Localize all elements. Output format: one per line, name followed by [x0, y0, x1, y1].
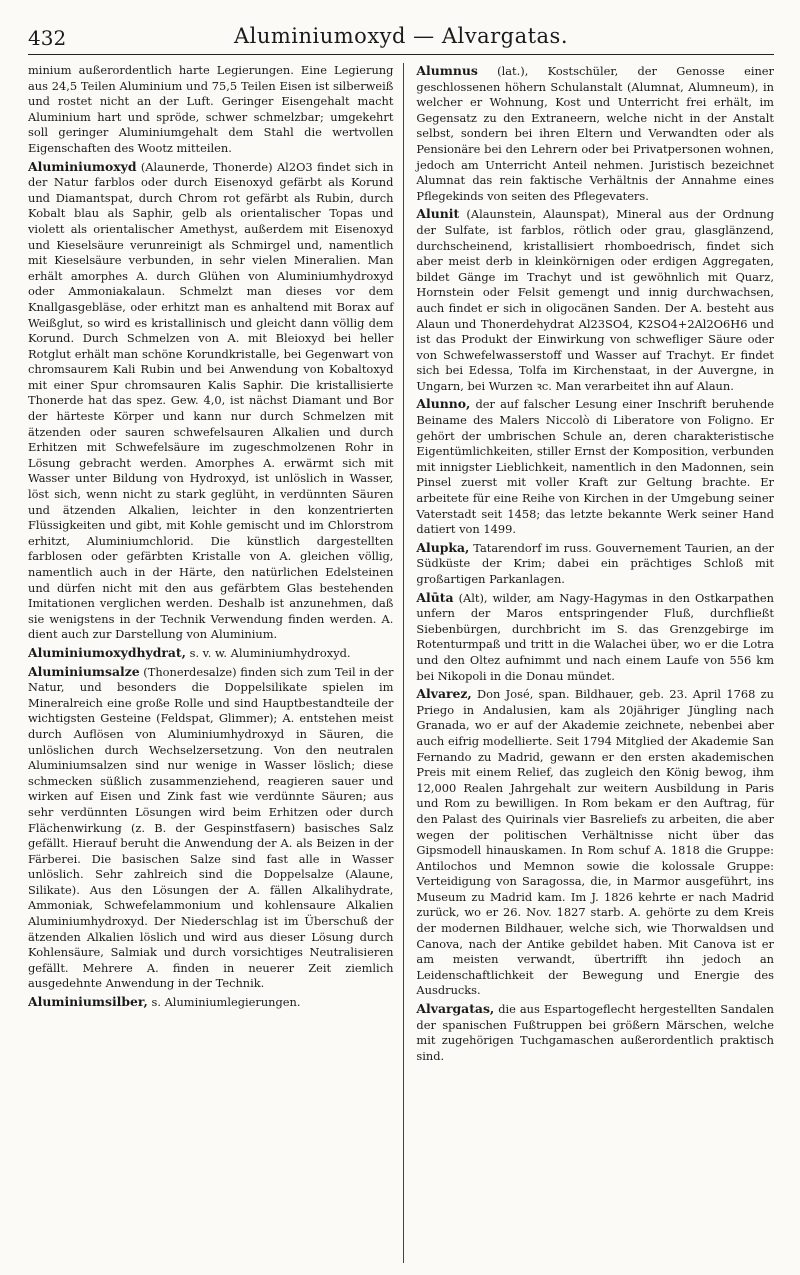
- text-columns: [28, 63, 774, 1263]
- entry-text: (Alaunerde, Thonerde) Al2O3 findet sich in der Natur farblos oder durch Eisenoxyd gefärbt als Korund und Diamantspat, durch Chrom rot gefärbt als Rubin, durch Kobalt blau als Saphir, gelb als orientalischer Topas und violett als orientalischer Amethyst, außerdem mit Eisenoxyd und Kieselsäure verunreinigt als Schmirgel und, namentlich mit Kieselsäure verbunden, in sehr vielen Mineralien. Man erhält amorphes A. durch Glühen von Aluminiumhydroxyd oder Ammoniakalaun. Schmelzt man dieses vor dem Knallgasgebläse, oder erhitzt man es anhaltend mit Borax auf Weißglut, so wird es kristallinisch und gleicht dann völlig dem Korund. Durch Schmelzen von A. mit Bleioxyd bei heller Rotglut erhält man schöne Korundkristalle, bei Gegenwart von chromsaurem Kali Rubin und bei Anwendung von Kobaltoxyd mit einer Spur chromsauren Kalis Saphir. Die kristallisierte Thonerde hat das spez. Gew. 4,0, ist nächst Diamant und Bor der härteste Körper und kann nur durch Schmelzen mit ätzenden oder sauren schwefelsauren Alkalien und durch Erhitzen mit Schwefelsäure im zugeschmolzenen Rohr in Lösung gebracht werden. Amorphes A. erwärmt sich mit Wasser unter Bildung von Hydroxyd, ist unlöslich in Wasser, löst sich, wenn nicht zu stark geglüht, in verdünnten Säuren und ätzenden Alkalien, leichter in den konzentrierten Flüssigkeiten und gibt, mit Kohle gemischt und im Chlorstrom erhitzt, Aluminiumchlorid. Die künstlich dargestellten farblosen oder gefärbten Kristalle von A. gleichen völlig, namentlich auch in der Härte, den natürlichen Edelsteinen und dürfen nicht mit den aus gefärbtem Glas bestehenden Imitationen verglichen werden. Deshalb ist anzunehmen, daß sie wenigstens in der Technik Verwendung finden werden. A. dient auch zur Darstellung von Aluminium.: [28, 159, 394, 642]
- entry-text: der auf falscher Lesung einer Inschrift beruhende Beiname des Malers Niccolò di Liberatore von Foligno. Er gehört der umbrischen Schule an, deren charakteristische Eigentümlichkeiten, stiller Ernst der Komposition, verbunden mit innigster Lieblichkeit, namentlich in den Madonnen, sein Pinsel zuerst mit voller Kraft zur Geltung brachte. Er arbeitete für eine Reihe von Kirchen in der Umgebung seiner Vaterstadt seit 1458; das letzte bekannte Werk seiner Hand datiert von 1499.: [416, 397, 774, 537]
- entry-headword: Aluminiumoxydhydrat,: [28, 644, 186, 660]
- entry-text: (Alaunstein, Alaunspat), Mineral aus der Ordnung der Sulfate, ist farblos, rötlich oder grau, glasglänzend, durchscheinend, kristallisiert rhomboedrisch, findet sich aber meist derb in kleinkörnigen oder erdigen Aggregaten, bildet Gänge im Trachyt und ist gewöhnlich mit Quarz, Hornstein oder Felsit gemengt und innig durchwachsen, auch findet er sich in oligocänen Sanden. Der A. besteht aus Alaun und Thonerdehydrat Al23SO4, K2SO4+2Al2O6H6 und ist das Produkt der Einwirkung von schwefliger Säure oder von Schwefelwasserstoff und Wasser auf Trachyt. Er findet sich bei Edessa, Tolfa im Kirchenstaat, in der Auvergne, in Ungarn, bei Wurzen ꝛc. Man verarbeitet ihn auf Alaun.: [416, 207, 774, 393]
- entry-headword: Aluminiumsalze: [28, 663, 140, 679]
- dictionary-entry: [416, 686, 774, 999]
- entry-text: s. Aluminiumlegierungen.: [151, 995, 301, 1010]
- entry-headword: Alumnus: [416, 63, 478, 78]
- dictionary-entry: [416, 590, 774, 685]
- dictionary-entry: [416, 1001, 774, 1064]
- dictionary-entry: [28, 994, 393, 1011]
- dictionary-entry: [28, 664, 393, 992]
- entry-text: Don José, span. Bildhauer, geb. 23. April 1768 zu Priego in Andalusien, kam als 20jähriger Jüngling nach Granada, wo er auf der Akademie zeichnete, nebenbei aber auch eifrig modellierte. Seit 1794 Mitglied der Akademie San Fernando zu Madrid, gewann er den ersten akademischen Preis mit einem Relief, das zugleich den König bewog, ihm 12,000 Realen Jahrgehalt zur weitern Ausbildung in Paris und Rom zu bewilligen. In Rom bekam er den Auftrag, für den Palast des Quirinals vier Basreliefs zu arbeiten, die aber wegen der politischen Verhältnisse nicht über das Gipsmodell hinauskamen. In Rom schuf A. 1818 die Gruppe: Antilochos und Memnon sowie die kolossale Gruppe: Verteidigung von Saragossa, die, in Marmor ausgeführt, ins Museum zu Madrid kam. Im J. 1826 kehrte er nach Madrid zurück, wo er 26. Nov. 1827 starb. A. gehörte zu dem Kreis der modernen Bildhauer, welche sich, wie Thorwaldsen und Canova, nach der Antike gebildet haben. Mit Canova ist er am meisten verwandt, übertrifft ihn jedoch an Leidenschaftlichkeit der Bewegung und Energie des Ausdrucks.: [416, 687, 774, 998]
- entry-headword: Alupka,: [416, 539, 470, 555]
- entry-text: die aus Espartogeflecht hergestellten Sandalen der spanischen Fußtruppen bei größern Märschen, welche mit zugehörigen Tuchgamaschen außerordentlich praktisch sind.: [416, 1002, 774, 1063]
- dictionary-entry: [416, 540, 774, 588]
- dictionary-entry: [28, 63, 393, 157]
- dictionary-entry: [416, 63, 774, 204]
- dictionary-entry: [28, 645, 393, 662]
- left-column: [28, 63, 404, 1263]
- entry-headword: Alunno,: [416, 396, 471, 412]
- entry-headword: Aluminiumsilber,: [28, 994, 148, 1010]
- page-header: [28, 18, 774, 55]
- dictionary-entry: [28, 159, 393, 643]
- entry-text: s. v. w. Aluminiumhydroxyd.: [189, 645, 351, 660]
- entry-headword: Alūta: [416, 589, 454, 605]
- entry-text: minium außerordentlich harte Legierungen. Eine Legierung aus 24,5 Teilen Aluminium und 75,5 Teilen Eisen ist silberweiß und rostet nicht an der Luft. Geringer Eisengehalt macht Aluminium hart und spröde, schwer schmelzbar; umgekehrt soll geringer Aluminiumgehalt dem Stahl die wertvollen Eigenschaften des Wootz mitteilen.: [28, 63, 394, 155]
- entry-headword: Aluminiumoxyd: [28, 158, 137, 174]
- entry-headword: Alvargatas,: [416, 1001, 495, 1017]
- running-title: Aluminiumoxyd — Alvargatas.: [233, 24, 569, 48]
- entry-text: (Alt), wilder, am Nagy-Hagymas in den Ostkarpathen unfern der Maros entspringender Fluß, durchfließt Siebenbürgen, durchbricht im S. das Grenzgebirge im Rotenturmpaß und tritt in die Walachei über, wo er die Lotra und den Oltez aufnimmt und nach einem Laufe von 556 km bei Nikopoli in die Donau mündet.: [416, 590, 774, 683]
- dictionary-entry: [416, 206, 774, 394]
- entry-headword: Alvarez,: [416, 686, 472, 702]
- entry-text: (Thonerdesalze) finden sich zum Teil in der Natur, und besonders die Doppelsilikate spielen im Mineralreich eine große Rolle und sind Hauptbestandteile der wichtigsten Gesteine (Feldspat, Glimmer); A. entstehen meist durch Auflösen von Aluminiumhydroxyd in Säuren, die unlöslichen durch Wechselzersetzung. Von den neutralen Aluminiumsalzen sind nur wenige in Wasser löslich; diese schmecken süßlich zusammenziehend, reagieren sauer und wirken auf Eisen und Zink fast wie verdünnte Säuren; aus sehr verdünnten Lösungen wird beim Erhitzen oder durch Flächenwirkung (z. B. der Gespinstfasern) basisches Salz gefällt. Hierauf beruht die Anwendung der A. als Beizen in der Färberei. Die basischen Salze sind fast alle in Wasser unlöslich. Sehr zahlreich sind die Doppelsalze (Alaune, Silikate). Aus den Lösungen der A. fällen Alkalihydrate, Ammoniak, Schwefelammonium und kohlensaure Alkalien Aluminiumhydroxyd. Der Niederschlag ist im Überschuß der ätzenden Alkalien löslich und wird aus dieser Lösung durch Kohlensäure, Salmiak und durch vorsichtiges Neutralisieren gefällt. Mehrere A. finden in neuerer Zeit ziemlich ausgedehnte Anwendung in der Technik.: [28, 664, 394, 991]
- page-number: 432: [28, 26, 67, 50]
- dictionary-entry: [416, 396, 774, 537]
- right-column: [404, 63, 774, 1263]
- entry-text: (lat.), Kostschüler, der Genosse einer geschlossenen höhern Schulanstalt (Alumnat, Alumneum), in welcher er Wohnung, Kost und Unterricht frei erhält, im Gegensatz zu den Extraneern, welche nicht in der Anstalt selbst, sondern bei ihren Eltern und Verwandten oder als Pensionäre bei den Lehrern oder bei Privatpersonen wohnen, jedoch am Unterricht Anteil nehmen. Juristisch bezeichnet Alumnat das rein faktische Verhältnis der Annahme eines Pflegekinds von seiten des Pflegevaters.: [416, 64, 774, 203]
- entry-text: Tatarendorf im russ. Gouvernement Taurien, an der Südküste der Krim; dabei ein prächtiges Schloß mit großartigen Parkanlagen.: [416, 540, 774, 586]
- entry-headword: Alunit: [416, 206, 460, 222]
